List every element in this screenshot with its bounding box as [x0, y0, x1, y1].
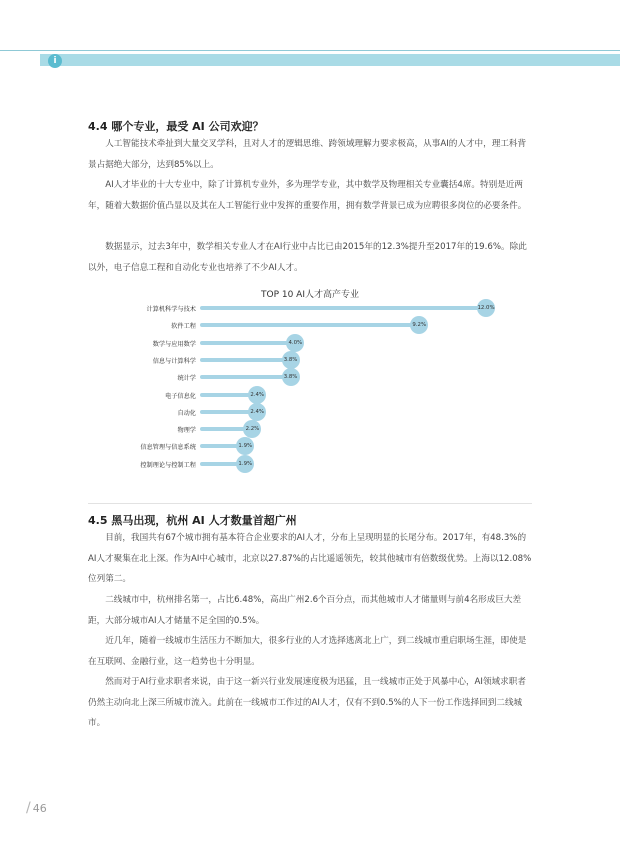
bar-label: 数学与应用数学 — [152, 340, 196, 348]
bar-value-label: 12.0% — [477, 299, 495, 317]
page-number-text: 46 — [32, 802, 47, 815]
bar-label: 计算机科学与技术 — [146, 306, 196, 313]
bar — [200, 306, 486, 310]
slash-icon: / — [26, 800, 31, 816]
paragraph: 二线城市中，杭州排名第一，占比6.48%，高出广州2.6个百分点，而其他城市人才储量则与前4名形成巨大差距，大部分城市AI人才储量不足全国的0.5%。 — [88, 595, 522, 626]
info-icon: i — [48, 54, 62, 68]
divider — [88, 503, 532, 504]
bar-value-label: 2.2% — [243, 420, 261, 438]
bar-label: 统计学 — [177, 375, 196, 383]
section-heading-4-5: 4.5 黑马出现，杭州 AI 人才数量首超广州 — [88, 514, 297, 527]
bar-value-label: 3.8% — [282, 351, 300, 369]
bar — [200, 323, 419, 327]
paragraph: 然而对于AI行业求职者来说，由于这一新兴行业发展速度极为迅猛，且一线城市正处于风暴中心，AI领域求职者仍然主动向北上深三所城市流入。此前在一线城市工作过的AI人才，仅有不到0.5%的人下一份工作选择回到二线城市。 — [88, 677, 526, 728]
bar-value-label: 2.4% — [248, 386, 266, 404]
bar-value-label: 9.2% — [410, 316, 428, 334]
bar-label: 电子信息化 — [165, 392, 196, 400]
bar-label: 信息与计算科学 — [152, 357, 196, 365]
paragraph: 近几年，随着一线城市生活压力不断加大，很多行业的人才选择逃离北上广，到二线城市重启职场生涯，即使是在互联网、金融行业，这一趋势也十分明显。 — [88, 636, 527, 667]
bar — [200, 375, 291, 379]
paragraph: AI人才毕业的十大专业中，除了计算机专业外，多为理学专业，其中数学及物理相关专业囊括4席。特别是近两年，随着大数据价值凸显以及其在人工智能行业中发挥的重要作用，拥有数学背景已成为应聘很多岗位的必要条件。 — [88, 180, 527, 211]
bar — [200, 341, 295, 345]
bar-label: 控制理论与控制工程 — [140, 461, 196, 469]
page-number — [26, 800, 47, 816]
bar-value-label: 1.9% — [236, 455, 254, 473]
bar-label: 信息管理与信息系统 — [140, 444, 196, 452]
bar-label: 自动化 — [177, 409, 196, 417]
section-heading-4-4: 4.4 哪个专业，最受 AI 公司欢迎？ — [88, 120, 264, 133]
paragraph: 人工智能技术牵扯到大量交叉学科，且对人才的逻辑思维、跨领域理解力要求极高，从事AI的人才中，理工科背景占据绝大部分，达到85%以上。 — [88, 139, 527, 170]
bar-value-label: 4.0% — [286, 334, 304, 352]
bar-label: 软件工程 — [171, 323, 196, 331]
bar-value-label: 2.4% — [248, 403, 266, 421]
bar-label: 物理学 — [177, 427, 196, 435]
bar-value-label: 3.8% — [282, 368, 300, 386]
bar — [200, 358, 291, 362]
bar-value-label: 1.9% — [236, 437, 254, 455]
header-band — [40, 54, 620, 66]
paragraph: 目前，我国共有67个城市拥有基本符合企业要求的AI人才，分布上呈现明显的长尾分布。2017年，有48.3%的AI人才聚集在北上深。作为AI中心城市，北京以27.87%的占比遥遥领先，较其他城市有倍数级优势。上海以12.08%位列第二。 — [88, 533, 532, 584]
header-rule — [0, 50, 620, 51]
paragraph: 数据显示，过去3年中，数学相关专业人才在AI行业中占比已由2015年的12.3%提升至2017年的19.6%。除此以外，电子信息工程和自动化专业也培养了不少AI人才。 — [88, 242, 527, 273]
chart-title: TOP 10 AI人才高产专业 — [261, 290, 359, 300]
